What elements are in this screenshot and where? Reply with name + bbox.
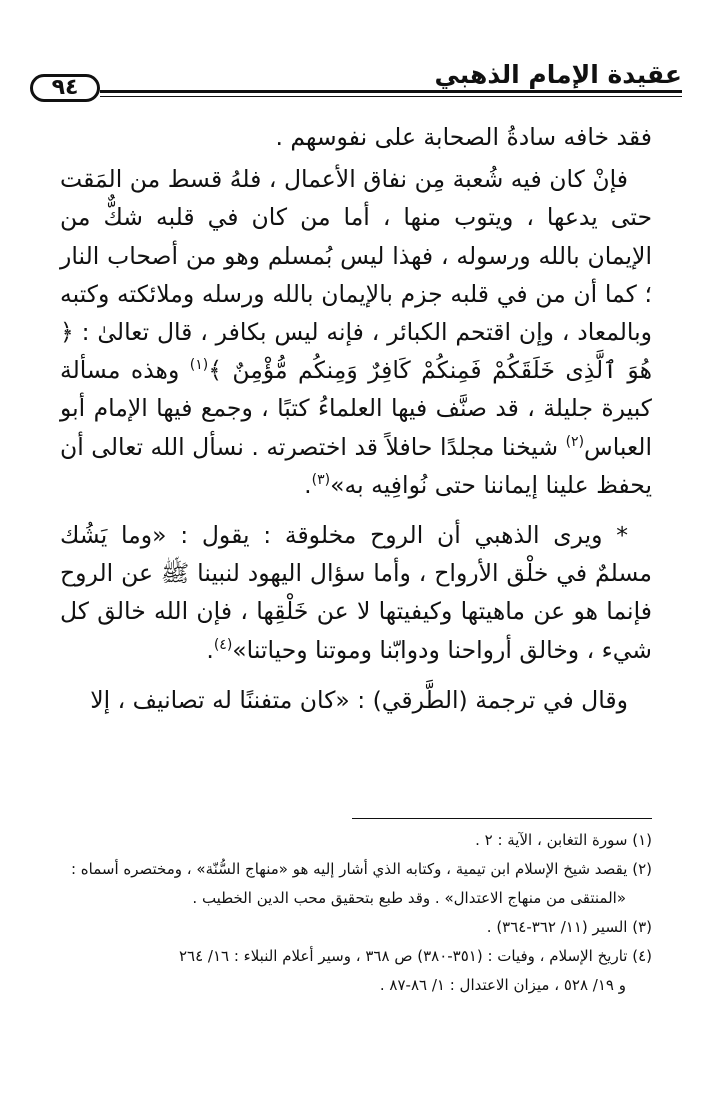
footnotes — [55, 826, 652, 1000]
footnote-number: (٣) — [632, 918, 652, 936]
page-number: ٩٤ — [30, 74, 100, 102]
paragraph-text: فقد خافه سادةُ الصحابة على نفوسهم . — [275, 123, 652, 151]
footnote-separator — [352, 818, 652, 819]
footnote-marker[interactable]: (٤) — [213, 636, 233, 653]
footnote-continuation — [55, 971, 652, 1000]
footnote-number: (٢) — [632, 860, 652, 878]
footnote-marker[interactable]: (١) — [189, 357, 209, 374]
paragraph-text: وهذه مسألة كبيرة جليلة ، قد صنَّف فيها العلماءُ كتبًا ، وجمع فيها الإمام أبو العباس — [60, 356, 652, 461]
paragraph-text: * ويرى الذهبي أن الروح مخلوقة : يقول : «وما يَشُك مسلمٌ في خلْق الأرواح ، وأما سؤال اليهود لنبينا ﷺ عن الروح فإنما هو عن ماهيتها وكيفيتها لا عن خَلْقِها ، فإن الله خالق كل شيء ، وخالق أرواحنا ودوابّنا وموتنا وحياتنا» — [60, 521, 652, 664]
paragraph-text: فإنْ كان فيه شُعبة مِن نفاق الأعمال ، فلهُ قسط من المَقت حتى يدعها ، ويتوب منها ، أما من كان في قلبه شكٌّ من الإيمان بالله ورسوله ، فهذا ليس بُمسلم وهو من أصحاب النار ؛ كما أن من في قلبه جزم بالإيمان بالله ورسله وملائكته وكتبه وبالمعاد ، وإن اقتحم الكبائر ، فإنه ليس بكافر ، قال تعالىٰ : ﴿ هُوَ ٱلَّذِى خَلَقَكُمْ فَمِنكُمْ كَافِرٌ وَمِنكُم مُّؤْمِنٌ ﴾ — [60, 165, 652, 385]
footnote-continuation — [55, 884, 652, 913]
footnote-text: «المنتقى من منهاج الاعتدال» . وقد طبع بتحقيق محب الدين الخطيب . — [192, 889, 626, 907]
paragraph: * ويرى الذهبي أن الروح مخلوقة : يقول : «وما يَشُك مسلمٌ في خلْق الأرواح ، وأما سؤال اليهود لنبينا ﷺ عن الروح فإنما هو عن ماهيتها وكيفيتها لا عن خَلْقِها ، فإن الله خالق كل شيء ، وخالق أرواحنا ودوابّنا وموتنا وحياتنا»$^{(٤)}$. — [60, 521, 652, 664]
paragraph — [60, 681, 652, 719]
paragraph-text: شيخنا مجلدًا حافلاً قد اختصرته . نسأل الله تعالى أن يحفظ علينا إيماننا حتى نُوافِيه به» — [60, 432, 652, 499]
footnote-text: تاريخ الإسلام ، وفيات : (٣٥١-٣٨٠) ص ٣٦٨ ، وسير أعلام النبلاء : ١٦/ ٢٦٤ — [178, 947, 628, 965]
header-rule-thick — [100, 90, 682, 93]
footnote-text: السير (١١/ ٣٦٢-٣٦٤) . — [486, 918, 628, 936]
footnote-number: (٤) — [632, 947, 652, 965]
running-title: عقيدة الإمام الذهبي — [434, 60, 682, 89]
footnote-marker[interactable]: (٣) — [311, 472, 331, 488]
header-rule-thin — [100, 96, 682, 97]
page-header — [30, 58, 682, 104]
footnote — [55, 826, 652, 855]
footnote-text: سورة التغابن ، الآية : ٢ . — [475, 831, 628, 849]
paragraph: فإنْ كان فيه شُعبة مِن نفاق الأعمال ، فلهُ قسط من المَقت حتى يدعها ، ويتوب منها ، أما من كان في قلبه شكٌّ من الإيمان بالله ورسوله ، فهذا ليس بُمسلم وهو من أصحاب النار ؛ كما أن من في قلبه جزم بالإيمان بالله ورسله وملائكته وكتبه وبالمعاد ، وإن اقتحم الكبائر ، فإنه ليس بكافر ، قال تعالىٰ : ﴿ هُوَ ٱلَّذِى خَلَقَكُمْ فَمِنكُمْ كَافِرٌ وَمِنكُم مُّؤْمِنٌ ﴾$^{(١)}$ وهذه مسألة كبيرة جليلة ، قد صنَّف فيها العلماءُ كتبًا ، وجمع فيها الإمام أبو العباس$^{(٢)}$ شيخنا مجلدًا حافلاً قد اختصرته . نسأل الله تعالى أن يحفظ علينا إيماننا حتى نُوافِيه به»$^{(٣)}$. — [60, 165, 652, 499]
footnote — [55, 913, 652, 942]
footnote-text: يقصد شيخ الإسلام ابن تيمية ، وكتابه الذي أشار إليه هو «منهاج السُّنّة» ، ومختصره أسماه : — [70, 860, 628, 878]
paragraph-text: وقال في ترجمة (الطَّرقي) : «كان متفننًا له تصانيف ، إلا — [90, 685, 628, 714]
footnote-number: (١) — [632, 831, 652, 849]
main-text — [60, 118, 652, 719]
footnote — [55, 855, 652, 884]
footnote-marker[interactable]: (٢) — [565, 433, 585, 450]
paragraph — [60, 118, 652, 156]
footnote-text: و ١٩/ ٥٢٨ ، ميزان الاعتدال : ١/ ٨٦-٨٧ . — [379, 976, 626, 994]
footnote — [55, 942, 652, 971]
